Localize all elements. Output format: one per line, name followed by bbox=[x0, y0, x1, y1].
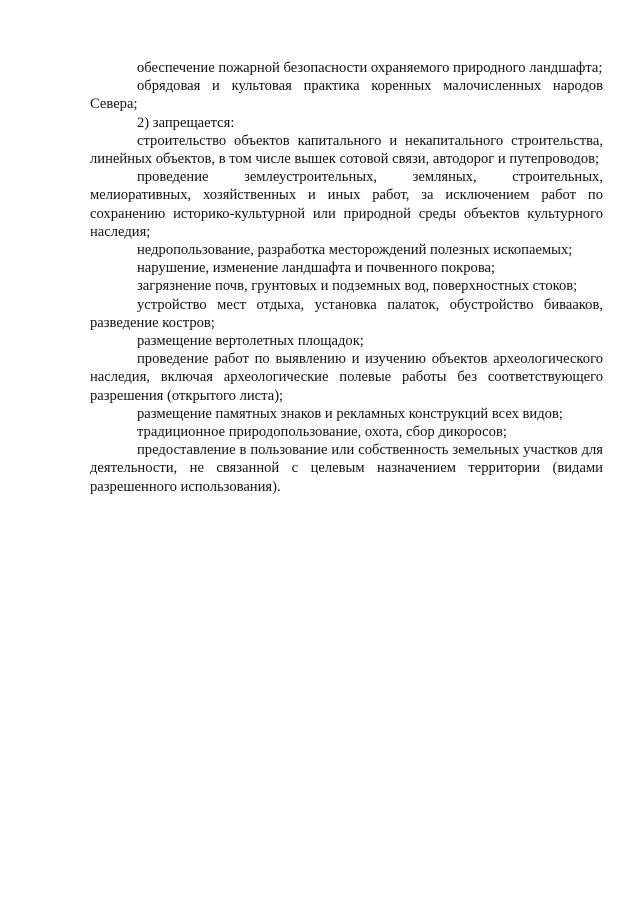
document-page bbox=[90, 59, 603, 496]
paragraph-construction: строительство объектов капитального и некапитального строительства, линейных объектов, в том числе вышек сотовой связи, автодорог и путепроводов; bbox=[90, 132, 603, 168]
paragraph-ritual-practice: обрядовая и культовая практика коренных малочисленных народов Севера; bbox=[90, 78, 603, 113]
paragraph-pollution: загрязнение почв, грунтовых и подземных вод, поверхностных стоков; bbox=[137, 278, 578, 295]
paragraph-signs: размещение памятных знаков и рекламных конструкций всех видов; bbox=[137, 405, 563, 422]
paragraph-land-allocation: предоставление в пользование или собственность земельных участков для деятельности, не связанной с целевым назначением территории (видами разрешенного использования). bbox=[90, 442, 603, 495]
paragraph-fire-safety: обеспечение пожарной безопасности охраняемого природного ландшафта; bbox=[137, 60, 603, 76]
paragraph-earthworks: проведение землеустроительных, земляных, строительных, мелиоративных, хозяйственных и иных работ, за исключением работ по сохранению историко-культурной или природной среды объектов культурного наследия; bbox=[90, 169, 603, 240]
paragraph-recreation: устройство мест отдыха, установка палаток, обустройство бивааков, разведение костров; bbox=[90, 296, 603, 331]
paragraph-prohibited-heading: 2) запрещается: bbox=[137, 114, 235, 131]
paragraph-archaeology: проведение работ по выявлению и изучению объектов археологического наследия, включая археологические полевые работы без соответствующего разрешения (открытого листа); bbox=[90, 351, 603, 404]
paragraph-landscape-disturbance: нарушение, изменение ландшафта и почвенного покрова; bbox=[137, 260, 496, 277]
paragraph-helipads: размещение вертолетных площадок; bbox=[137, 333, 364, 350]
paragraph-traditional-use: традиционное природопользование, охота, сбор дикоросов; bbox=[137, 424, 507, 441]
paragraph-subsoil-use: недропользование, разработка месторождений полезных ископаемых; bbox=[137, 242, 573, 259]
